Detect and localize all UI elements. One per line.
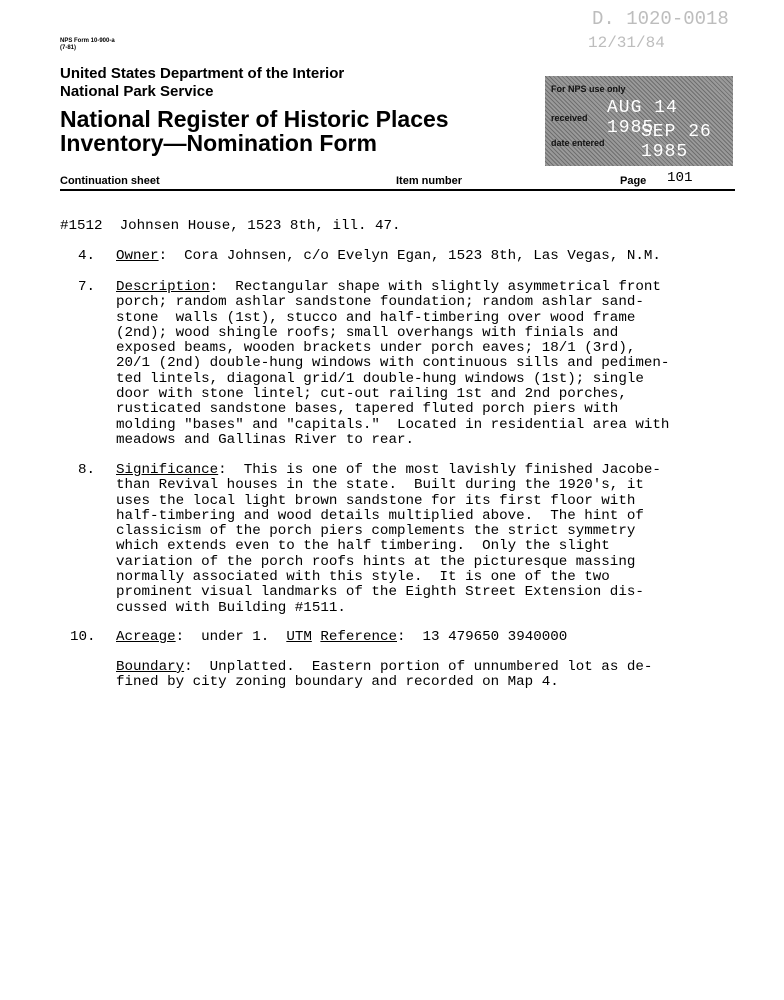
significance-section [116,463,661,616]
description-line: door with stone lintel; cut-out railing 1st and 2nd porches, [116,386,627,403]
description-line: rusticated sandstone bases, tapered fluted porch piers with [116,401,619,418]
significance-line: variation of the porch roofs hints at the picturesque massing [116,553,636,570]
description-text: Rectangular shape with slightly asymmetrical front [235,279,661,295]
service-name: National Park Service [60,83,214,100]
page-number: 101 [667,170,693,186]
description-line: Description: Rectangular shape with slightly asymmetrical front [116,279,661,295]
significance-line: Significance: This is one of the most lavishly finished Jacobe- [116,462,661,478]
owner-label: Owner [116,248,159,264]
entry-heading: #1512 Johnsen House, 1523 8th, ill. 47. [60,218,401,234]
item-number-acreage: 10. [70,629,96,645]
form-title-line2: Inventory—Nomination Form [60,130,377,156]
description-label: Description [116,279,210,295]
acreage-section: Acreage: under 1. UTM Reference: 13 479650 3940000 [116,629,568,645]
description-line: exposed beams, wooden brackets under porch eaves; 18/1 (3rd), [116,340,636,357]
stamp-use-label: For NPS use only [551,84,626,94]
nps-use-stamp-box [545,76,733,166]
description-line: molding "bases" and "capitals." Located in residential area with [116,416,670,433]
owner-section: Owner: Cora Johnsen, c/o Evelyn Egan, 1523 8th, Las Vegas, N.M. [116,248,661,264]
description-section [116,280,669,448]
description-line: ted lintels, diagonal grid/1 double-hung windows (1st); single [116,370,644,387]
significance-line: uses the local light brown sandstone for its first floor with [116,492,636,509]
significance-line: classicism of the porch piers complements the strict symmetry [116,523,636,540]
utm-value: 13 479650 3940000 [422,629,568,645]
boundary-line: Boundary: Unplatted. Eastern portion of unnumbered lot as de- [116,659,653,675]
continuation-sheet-label: Continuation sheet [60,175,160,187]
significance-line: than Revival houses in the state. Built during the 1920's, it [116,477,644,494]
significance-label: Significance [116,462,219,478]
item-number-significance: 8. [78,462,96,478]
stamp-received-label: received [551,113,588,123]
item-number-description: 7. [78,279,96,295]
acreage-label: Acreage [116,629,176,645]
significance-line: half-timbering and wood details multiplied above. The hint of [116,507,644,524]
corner-stamp-line2: 12/31/84 [588,34,665,52]
significance-line: cussed with Building #1511. [116,599,346,616]
form-title-line1: National Register of Historic Places [60,106,449,132]
description-line: meadows and Gallinas River to rear. [116,431,414,448]
utm-prefix: UTM [286,629,312,645]
acreage-value: under 1. [201,629,270,645]
header-rule [60,189,735,191]
boundary-section [116,660,652,691]
boundary-label: Boundary [116,659,185,675]
page-label: Page [620,175,647,187]
corner-stamp-line1: D. 1020-0018 [592,8,729,30]
item-number-label: Item number [396,175,463,187]
form-number: NPS Form 10-900-a [60,38,115,44]
stamp-entered-label: date entered [551,138,605,148]
significance-line: which extends even to the half timbering. Only the slight [116,538,610,555]
stamp-entered-date: SEP 26 1985 [641,122,712,162]
item-number-owner: 4. [78,248,96,264]
significance-line: normally associated with this style. It is one of the two [116,569,610,586]
boundary-text: Unplatted. Eastern portion of unnumbered lot as de- [209,659,653,675]
boundary-line: fined by city zoning boundary and recorded on Map 4. [116,674,559,691]
description-line: stone walls (1st), stucco and half-timbering over wood frame [116,309,636,326]
form-revision: (7-81) [60,45,77,51]
owner-text: Cora Johnsen, c/o Evelyn Egan, 1523 8th, Las Vegas, N.M. [184,248,661,264]
description-line: 20/1 (2nd) double-hung windows with continuous sills and pedimen- [116,355,670,372]
utm-label: Reference [320,629,397,645]
significance-line: prominent visual landmarks of the Eighth Street Extension dis- [116,584,644,601]
description-line: (2nd); wood shingle roofs; small overhangs with finials and [116,324,619,341]
stamp-received-date: AUG 14 1985 [607,98,678,138]
department-name: United States Department of the Interior [60,65,345,82]
description-line: porch; random ashlar sandstone foundation; random ashlar sand- [116,294,644,311]
significance-text: This is one of the most lavishly finished Jacobe- [243,462,661,478]
